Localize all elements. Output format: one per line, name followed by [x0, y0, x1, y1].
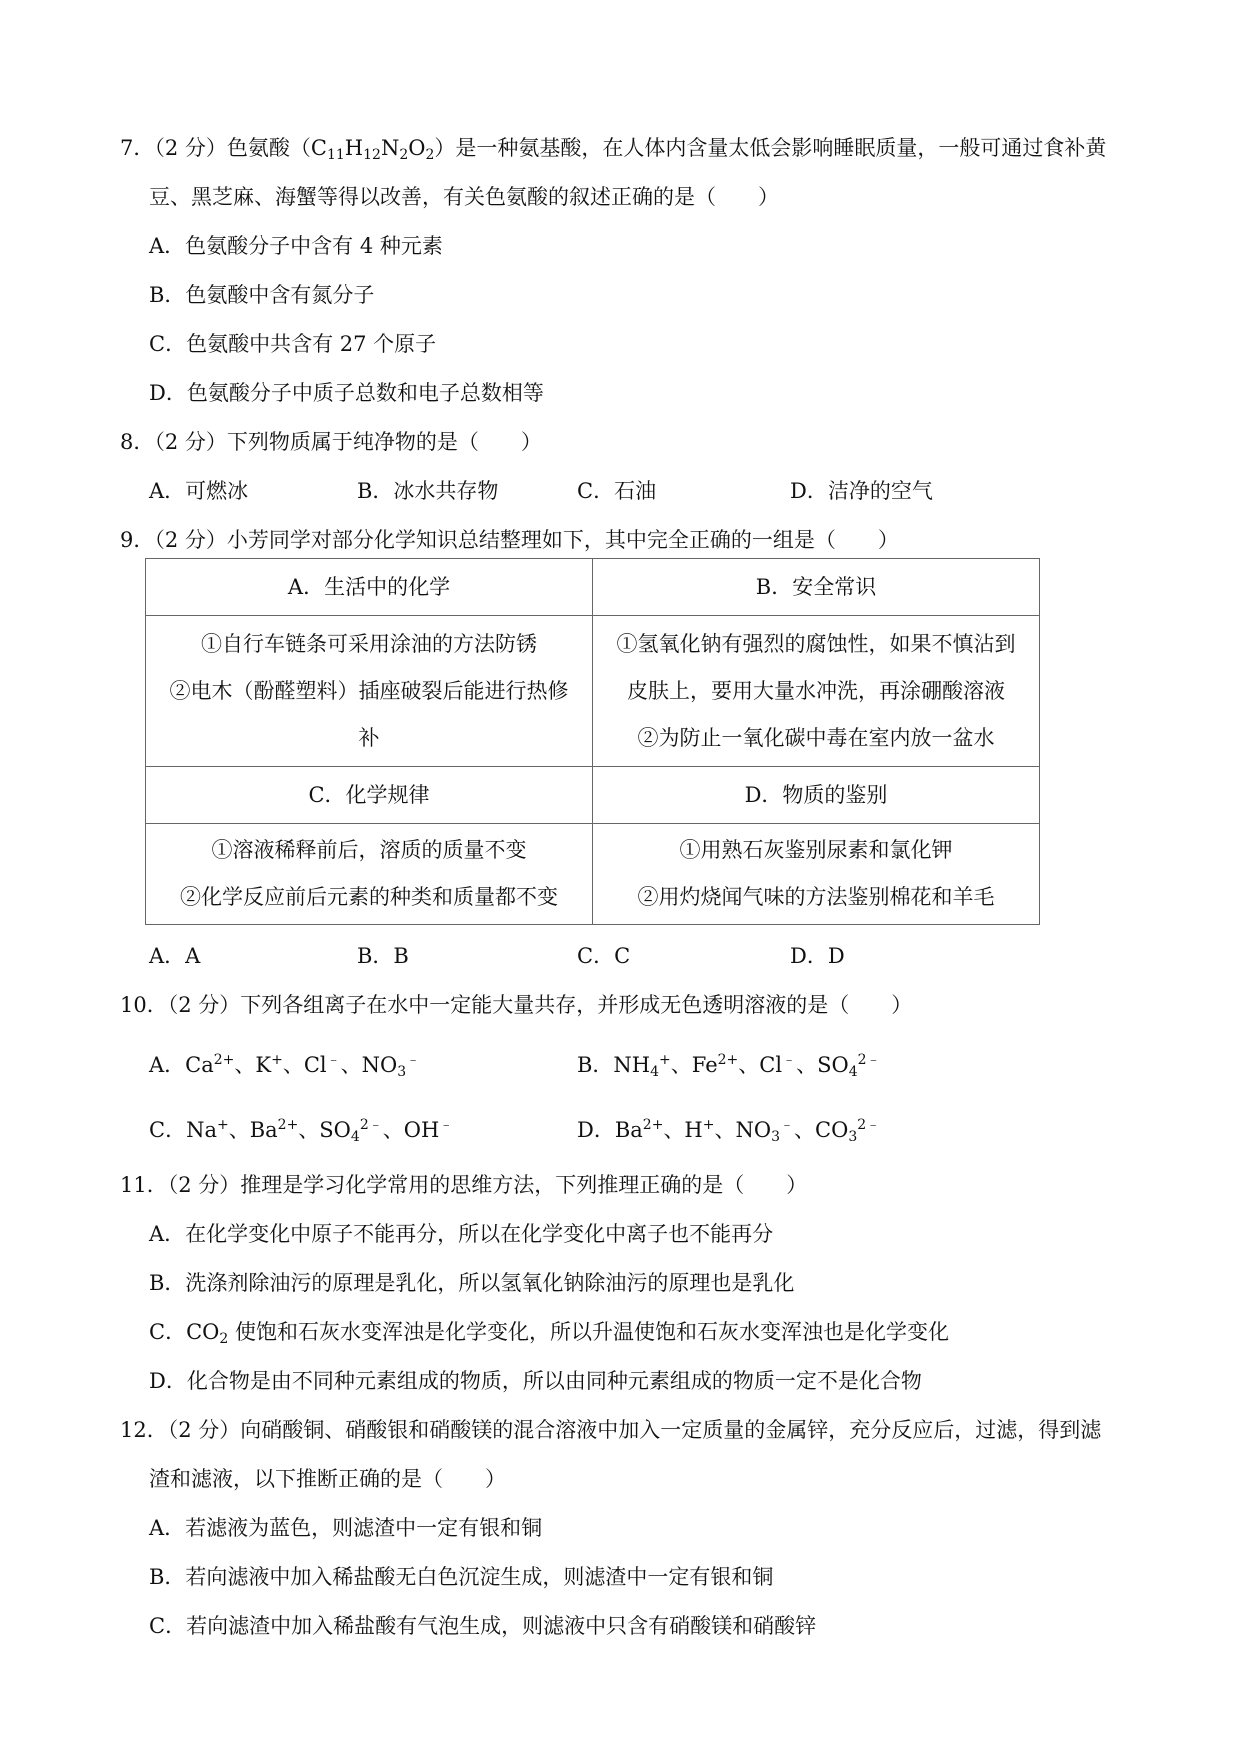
- question-10-option-a: A．$Ca^{2+}$、K+、Cl﹣、$NO_3^﹣$: [149, 1052, 421, 1080]
- question-9-stem: 9．（2 分）小芳同学对部分化学知识总结整理如下，其中完全正确的一组是（ ）: [120, 528, 899, 552]
- table-cell-b-head: B．安全常识: [593, 559, 1040, 616]
- question-9-option-b: B．B: [357, 944, 409, 968]
- question-7-stem-line2: 豆、黑芝麻、海蟹等得以改善，有关色氨酸的叙述正确的是（ ）: [149, 185, 779, 209]
- table-a-line2: ②电木（酚醛塑料）插座破裂后能进行热修: [169, 678, 569, 703]
- question-7-option-d: D．色氨酸分子中质子总数和电子总数相等: [149, 381, 544, 405]
- table-d-line2: ②用灼烧闻气味的方法鉴别棉花和羊毛: [637, 885, 995, 909]
- table-cell-c-head: C．化学规律: [146, 767, 593, 824]
- question-7-option-a: A．色氨酸分子中含有 4 种元素: [149, 234, 443, 258]
- question-7-stem-line1: [120, 132, 1106, 163]
- table-d-line1: ①用熟石灰鉴别尿素和氯化钾: [679, 838, 953, 862]
- table-b-line2: 皮肤上，要用大量水冲洗，再涂硼酸溶液: [627, 678, 1005, 703]
- question-12-stem-line2: 渣和滤液，以下推断正确的是（ ）: [149, 1467, 506, 1491]
- question-11-option-d: D．化合物是由不同种元素组成的物质，所以由同种元素组成的物质一定不是化合物: [149, 1369, 922, 1393]
- question-10-stem: 10．（2 分）下列各组离子在水中一定能大量共存，并形成无色透明溶液的是（ ）: [120, 993, 913, 1017]
- table-a-line3: 补: [358, 725, 380, 750]
- q7-text-b: ）是一种氨基酸，在人体内含量太低会影响睡眠质量，一般可通过食补黄: [434, 136, 1107, 160]
- table-cell-b-body: [593, 616, 1040, 767]
- question-11-option-b: B．洗涤剂除油污的原理是乳化，所以氢氧化钠除油污的原理也是乳化: [149, 1271, 795, 1295]
- question-8-option-b: B．冰水共存物: [357, 479, 499, 503]
- q7-sub-12: 12: [363, 147, 381, 163]
- question-10-option-d: D．$Ba^{2+}$、H+、$NO_3^﹣$、$CO_3^{2﹣}$: [577, 1117, 881, 1145]
- question-9-option-a: A．A: [149, 944, 201, 968]
- q7-sub-2a: 2: [399, 147, 409, 163]
- table-a-line1: ①自行车链条可采用涂油的方法防锈: [201, 631, 537, 656]
- table-cell-c-body: [146, 824, 593, 925]
- question-8-stem: 8．（2 分）下列物质属于纯净物的是（ ）: [120, 430, 542, 454]
- table-cell-d-head: D．物质的鉴别: [593, 767, 1040, 824]
- question-8-option-d: D．洁净的空气: [790, 479, 933, 503]
- question-11-option-c: C．$CO_2$ 使饱和石灰水变浑浊是化学变化，所以升温使饱和石灰水变浑浊也是化学变化: [149, 1320, 949, 1347]
- question-11-stem: 11．（2 分）推理是学习化学常用的思维方法，下列推理正确的是（ ）: [120, 1173, 808, 1197]
- q7-h: H: [344, 136, 364, 160]
- question-9-knowledge-table: [145, 558, 1040, 925]
- q7-text-a: 7．（2 分）色氨酸（C: [120, 136, 327, 160]
- table-c-line2: ②化学反应前后元素的种类和质量都不变: [180, 885, 558, 909]
- table-cell-a-head: A．生活中的化学: [146, 559, 593, 616]
- question-12-option-c: C．若向滤渣中加入稀盐酸有气泡生成，则滤液中只含有硝酸镁和硝酸锌: [149, 1614, 817, 1638]
- question-11-option-a: A．在化学变化中原子不能再分，所以在化学变化中离子也不能再分: [149, 1222, 774, 1246]
- q7-o: O: [408, 136, 426, 160]
- question-7-option-c: C．色氨酸中共含有 27 个原子: [149, 332, 437, 356]
- question-12-option-a: A．若滤液为蓝色，则滤渣中一定有银和铜: [149, 1516, 543, 1540]
- table-cell-d-body: [593, 824, 1040, 925]
- table-b-line3: ②为防止一氧化碳中毒在室内放一盆水: [637, 725, 995, 750]
- question-7-option-b: B．色氨酸中含有氮分子: [149, 283, 375, 307]
- table-cell-a-body: [146, 616, 593, 767]
- question-9-option-c: C．C: [577, 944, 631, 968]
- question-10-option-b: B．$NH_4^+$、$Fe^{2+}$、Cl﹣、$SO_4^{2﹣}$: [577, 1052, 881, 1080]
- question-10-option-c: C．Na+、$Ba^{2+}$、$SO_4^{2﹣}$、OH﹣: [149, 1117, 454, 1145]
- question-9-option-d: D．D: [790, 944, 845, 968]
- question-12-stem-line1: 12．（2 分）向硝酸铜、硝酸银和硝酸镁的混合溶液中加入一定质量的金属锌，充分反应后，过滤，得到滤: [120, 1418, 1102, 1442]
- q7-sub-2b: 2: [425, 147, 435, 163]
- question-12-option-b: B．若向滤液中加入稀盐酸无白色沉淀生成，则滤渣中一定有银和铜: [149, 1565, 774, 1589]
- q7-sub-11: 11: [326, 147, 345, 163]
- question-8-option-c: C．石油: [577, 479, 657, 503]
- table-c-line1: ①溶液稀释前后，溶质的质量不变: [211, 838, 527, 862]
- table-b-line1: ①氢氧化钠有强烈的腐蚀性，如果不慎沾到: [616, 631, 1016, 656]
- q7-n: N: [380, 136, 400, 160]
- question-8-option-a: A．可燃冰: [149, 479, 249, 503]
